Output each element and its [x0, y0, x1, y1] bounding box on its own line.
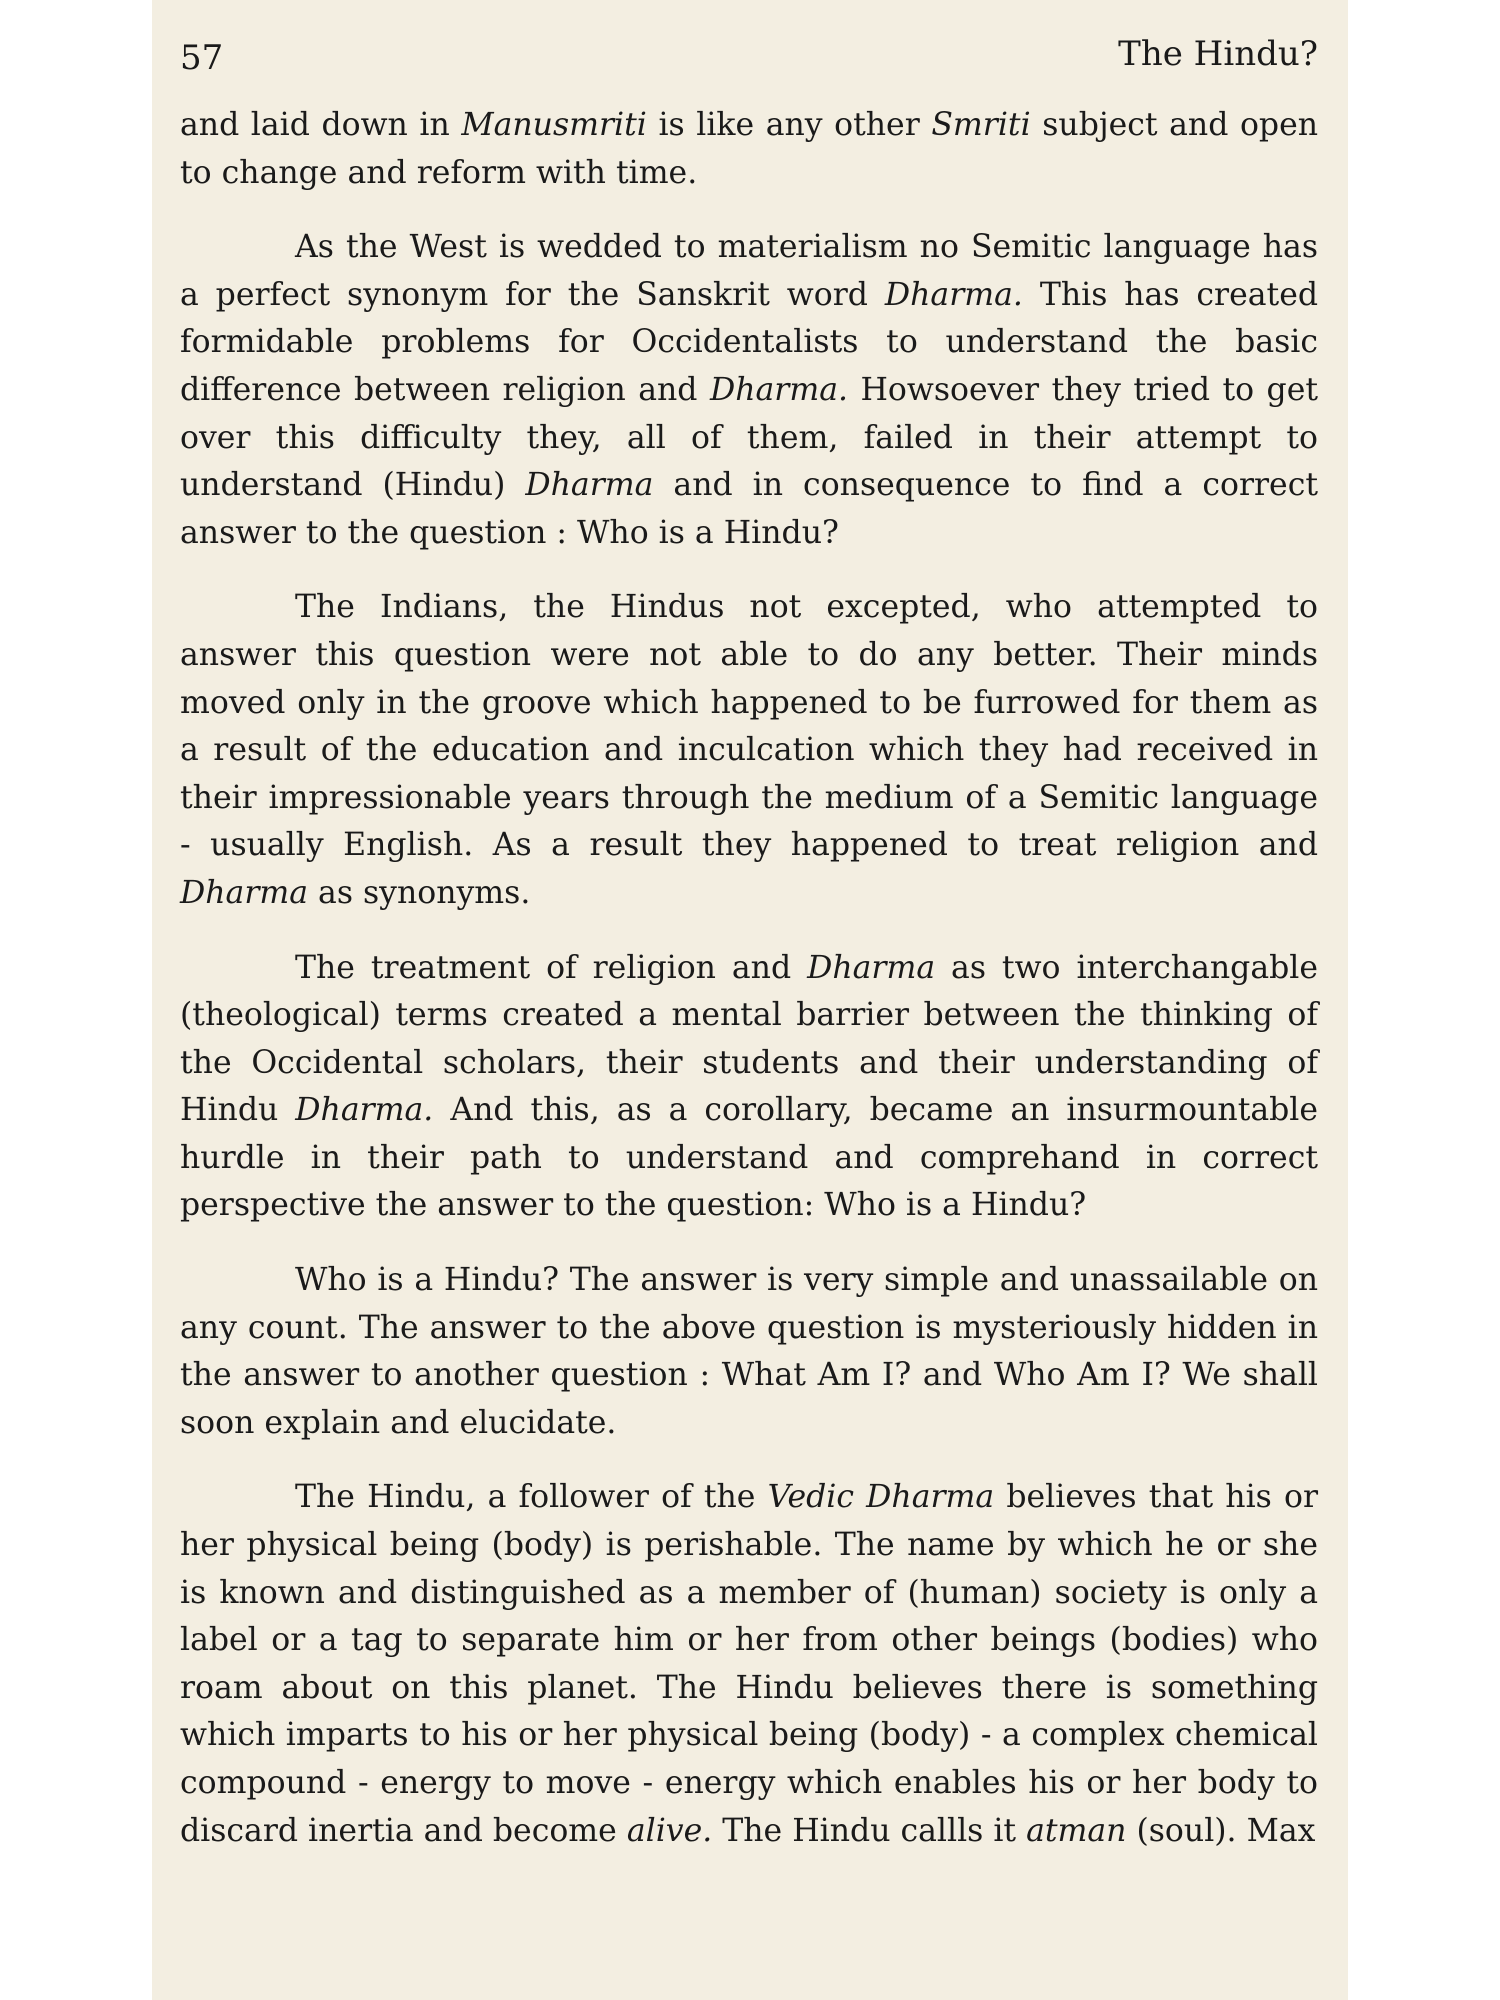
- text-run: (soul). Max: [1126, 1812, 1316, 1849]
- italic-text: Dharma.: [295, 1092, 434, 1129]
- italic-text: Dharma: [180, 874, 309, 911]
- italic-text: Dharma.: [884, 276, 1023, 313]
- paragraph: [180, 584, 1318, 917]
- paragraph: [180, 1474, 1318, 1855]
- text-run: and in consequence to find a correct answer to the question : Who is a Hindu?: [180, 467, 1318, 551]
- body-text: [180, 102, 1318, 1882]
- italic-text: Manusmriti: [461, 107, 647, 143]
- text-run: The Hindu callls it: [712, 1812, 1027, 1849]
- text-run: subject and open to change and reform with time.: [180, 107, 1319, 191]
- text-run: This has created formidable problems for Occidentalists to understand the basic difference between religion and: [180, 276, 1318, 408]
- italic-text: Vedic Dharma: [767, 1479, 995, 1516]
- text-run: is like any other: [646, 107, 932, 143]
- text-run: Who is a Hindu? The answer is very simple and unassailable on any count. The answer to the above question is mysteriously hidden in the answer to another question : What Am I? and Who Am I? We shall soon explain and elucidate.: [180, 1262, 1318, 1441]
- page-header: [180, 30, 1318, 82]
- text-run: as two interchangable (theological) terms created a mental barrier between the thinking of the Occidental scholars, their students and their understanding of Hindu: [180, 949, 1318, 1129]
- italic-text: Dharma.: [709, 371, 848, 408]
- text-run: as synonyms.: [308, 874, 531, 911]
- italic-text: alive.: [626, 1812, 713, 1849]
- paragraph: [180, 1257, 1318, 1447]
- running-title: The Hindu?: [1118, 34, 1318, 74]
- text-run: The treatment of religion and: [295, 949, 808, 986]
- text-run: believes that his or her physical being (body) is perishable. The name by which he or she is known and distinguished as a member of (human) society is only a label or a tag to separate him or her from other beings (bodies) who roam about on this planet. The Hindu believes there is something which imparts to his or her physical being (body) - a complex chemical compound - energy to move - energy which enables his or her body to discard inertia and become: [180, 1479, 1318, 1849]
- book-page: [152, 0, 1348, 2000]
- paragraph: [180, 945, 1318, 1231]
- italic-text: Dharma: [525, 467, 654, 504]
- paragraph: [180, 102, 1318, 197]
- text-run: As the West is wedded to materialism no Semitic language has a perfect synonym for the Sanskrit word: [180, 229, 1318, 313]
- text-run: and laid down in: [180, 107, 462, 143]
- text-run: And this, as a corollary, became an insurmountable hurdle in their path to understand and comprehand in correct perspective the answer to the question: Who is a Hindu?: [180, 1092, 1319, 1224]
- text-run: The Indians, the Hindus not excepted, who attempted to answer this question were not able to do any better. Their minds moved only in the groove which happened to be furrowed for them as a result of the education and inculcation which they had received in their impressionable years through the medium of a Semitic language - usually English. As a result they happened to treat religion and: [180, 589, 1318, 864]
- paragraph: [180, 224, 1318, 557]
- italic-text: Dharma: [807, 949, 936, 986]
- text-run: Howsoever they tried to get over this difficulty they, all of them, failed in their attempt to understand (Hindu): [180, 371, 1319, 504]
- italic-text: atman: [1026, 1812, 1127, 1849]
- italic-text: Smriti: [931, 107, 1031, 143]
- text-run: The Hindu, a follower of the: [295, 1479, 768, 1516]
- page-number: 57: [180, 38, 224, 78]
